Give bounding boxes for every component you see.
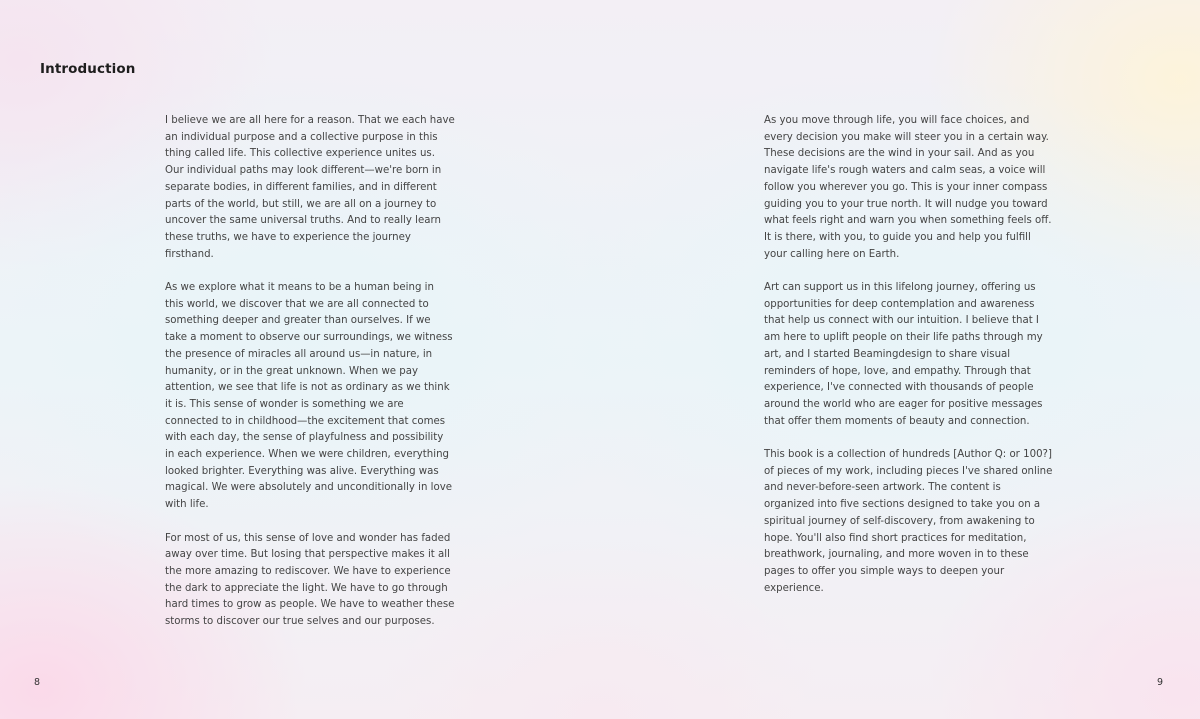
right-text-column <box>764 113 1054 614</box>
left-text-column <box>165 113 455 647</box>
body-paragraph: I believe we are all here for a reason. That we each have an individual purpose and a collective purpose in this thing called life. This collective experience unites us. Our individual paths may look different—we're born in separate bodies, in different families, and in different parts of the world, but still, we are all on a journey to uncover the same universal truths. And to really learn these truths, we have to experience the journey firsthand. <box>165 115 455 260</box>
body-paragraph: As we explore what it means to be a human being in this world, we discover that we are all connected to something deeper and greater than ourselves. If we take a moment to observe our surroundings, we witness the presence of miracles all around us—in nature, in humanity, or in the great unknown. When we pay attention, we see that life is not as ordinary as we think it is. This sense of wonder is something we are connected to in childhood—the excitement that comes with each day, the sense of playfulness and possibility in each experience. When we were children, everything looked brighter. Everything was alive. Everything was magical. We were absolutely and unconditionally in love with life. <box>165 282 453 511</box>
body-paragraph: Art can support us in this lifelong journey, offering us opportunities for deep contemplation and awareness that help us connect with our intuition. I believe that I am here to uplift people on their life paths through my art, and I started Beamingdesign to share visual reminders of hope, love, and empathy. Through that experience, I've connected with thousands of people around the world who are eager for positive messages that offer them moments of beauty and connection. <box>764 282 1043 427</box>
right-page <box>600 0 1200 719</box>
body-paragraph: As you move through life, you will face choices, and every decision you make will steer you in a certain way. These decisions are the wind in your sail. And as you navigate life's rough waters and calm seas, a voice will follow you wherever you go. This is your inner compass guiding you to your true north. It will nudge you toward what feels right and warn you when something feels off. It is there, with you, to guide you and help you fulfill your calling here on Earth. <box>764 115 1052 260</box>
section-title: Introduction <box>40 61 136 77</box>
body-paragraph: This book is a collection of hundreds [Author Q: or 100?] of pieces of my work, including pieces I've shared online and never-before-seen artwork. The content is organized into five sections designed to take you on a spiritual journey of self-discovery, from awakening to hope. You'll also find short practices for meditation, breathwork, journaling, and more woven in to these pages to offer you simple ways to deepen your experience. <box>764 449 1053 594</box>
page-number: 9 <box>1157 677 1164 688</box>
body-paragraph: For most of us, this sense of love and wonder has faded away over time. But losing that perspective makes it all the more amazing to rediscover. We have to experience the dark to appreciate the light. We have to go through hard times to grow as people. We have to weather these storms to discover our true selves and our purposes. <box>165 532 455 628</box>
page-number: 8 <box>34 677 41 688</box>
